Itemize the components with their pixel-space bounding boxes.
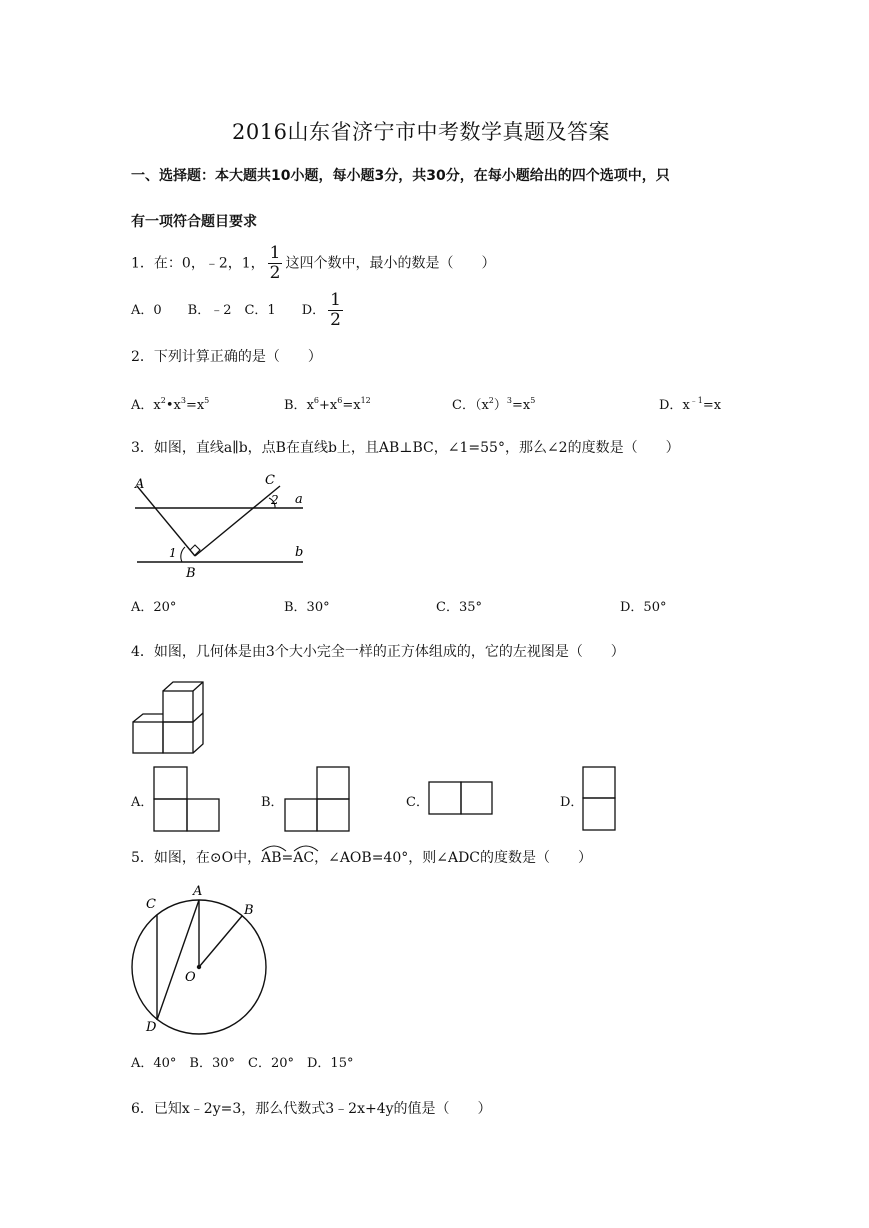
section-heading-line2: 有一项符合题目要求 xyxy=(131,214,257,230)
radius-ob xyxy=(199,916,242,967)
q4-option-b-figure xyxy=(284,766,352,834)
question-6: 6．已知x﹣2y=3，那么代数式3﹣2x+4y的值是（ ） xyxy=(131,1101,492,1117)
label-angle-1: 1 xyxy=(169,546,177,560)
label-b-point: B xyxy=(186,566,196,581)
label-c-point: C xyxy=(265,473,275,488)
q1-options xyxy=(131,292,346,329)
q4-option-c-label: C． xyxy=(406,795,429,810)
question-1 xyxy=(131,245,495,282)
q5-arc-ac: AC xyxy=(293,850,314,866)
label-d: D xyxy=(146,1020,157,1035)
q2-option-a: A．$x^2•x^3=x^5$ xyxy=(131,396,210,413)
center-point xyxy=(197,965,201,969)
q4-option-b-label: B． xyxy=(261,795,284,810)
q5-options: A．40° B．30° C．20° D．15° xyxy=(131,1056,354,1071)
question-3: 3．如图，直线a∥b，点B在直线b上，且AB⊥BC，∠1=55°，那么∠2的度数是（ ） xyxy=(131,440,680,456)
q1-frac-den: 2 xyxy=(269,263,281,283)
q1-suffix: 这四个数中，最小的数是（ ） xyxy=(285,255,496,272)
q2-option-b: B．$x^6+x^6=x^{12}$ xyxy=(284,396,371,413)
q4-option-c-figure xyxy=(428,781,494,817)
label-line-a: a xyxy=(295,492,303,507)
q1-optD-num: 1 xyxy=(330,290,341,310)
q5-prefix: 5．如图，在⊙O中， xyxy=(131,850,262,866)
q1-options-text: A．0 B．﹣2 C．1 D． xyxy=(131,303,326,318)
q5-suffix: ，∠AOB=40°，则∠ADC的度数是（ ） xyxy=(314,850,593,866)
label-a: A xyxy=(193,884,203,899)
q3-option-c: C．35° xyxy=(436,600,482,615)
question-2: 2．下列计算正确的是（ ） xyxy=(131,349,322,365)
label-angle-2: 2 xyxy=(271,493,279,507)
q4-option-a-figure xyxy=(153,766,221,834)
q5-arc-ab: AB xyxy=(261,850,281,866)
q1-fraction xyxy=(268,245,283,282)
q3-option-a: A．20° xyxy=(131,600,177,615)
q1-optD-den: 2 xyxy=(330,310,341,330)
q1-optD-fraction xyxy=(328,292,343,329)
page-title: 2016山东省济宁市中考数学真题及答案 xyxy=(232,120,610,144)
q2-option-d: D．$x^{﹣1}=x$ xyxy=(659,396,722,413)
label-o: O xyxy=(185,970,196,985)
label-c: C xyxy=(146,897,156,912)
label-line-b: b xyxy=(295,545,304,560)
q4-option-a-label: A． xyxy=(131,795,154,810)
section-heading-line1: 一、选择题：本大题共10小题，每小题3分，共30分，在每小题给出的四个选项中，只 xyxy=(131,168,670,184)
question-5 xyxy=(131,847,592,867)
q4-cubes-figure xyxy=(125,678,215,760)
q4-option-d-label: D． xyxy=(560,795,584,810)
segment-ab xyxy=(137,486,195,556)
chord-ad xyxy=(157,900,199,1020)
segment-bc xyxy=(195,486,280,556)
angle-1-arc xyxy=(181,547,185,562)
q3-figure xyxy=(125,470,315,582)
q3-option-d: D．50° xyxy=(620,600,667,615)
label-a-point: A xyxy=(135,477,145,492)
q1-frac-num: 1 xyxy=(269,243,281,263)
q5-equals: = xyxy=(281,850,294,866)
question-4: 4．如图，几何体是由3个大小完全一样的正方体组成的，它的左视图是（ ） xyxy=(131,644,625,660)
q2-option-c: C．$(x^2)^3=x^5$ xyxy=(452,396,536,413)
q3-option-b: B．30° xyxy=(284,600,330,615)
q4-option-d-figure xyxy=(582,766,618,834)
label-b: B xyxy=(244,903,254,918)
q1-prefix: 1．在：0，﹣2，1， xyxy=(131,255,265,272)
q5-circle-figure xyxy=(125,878,300,1038)
